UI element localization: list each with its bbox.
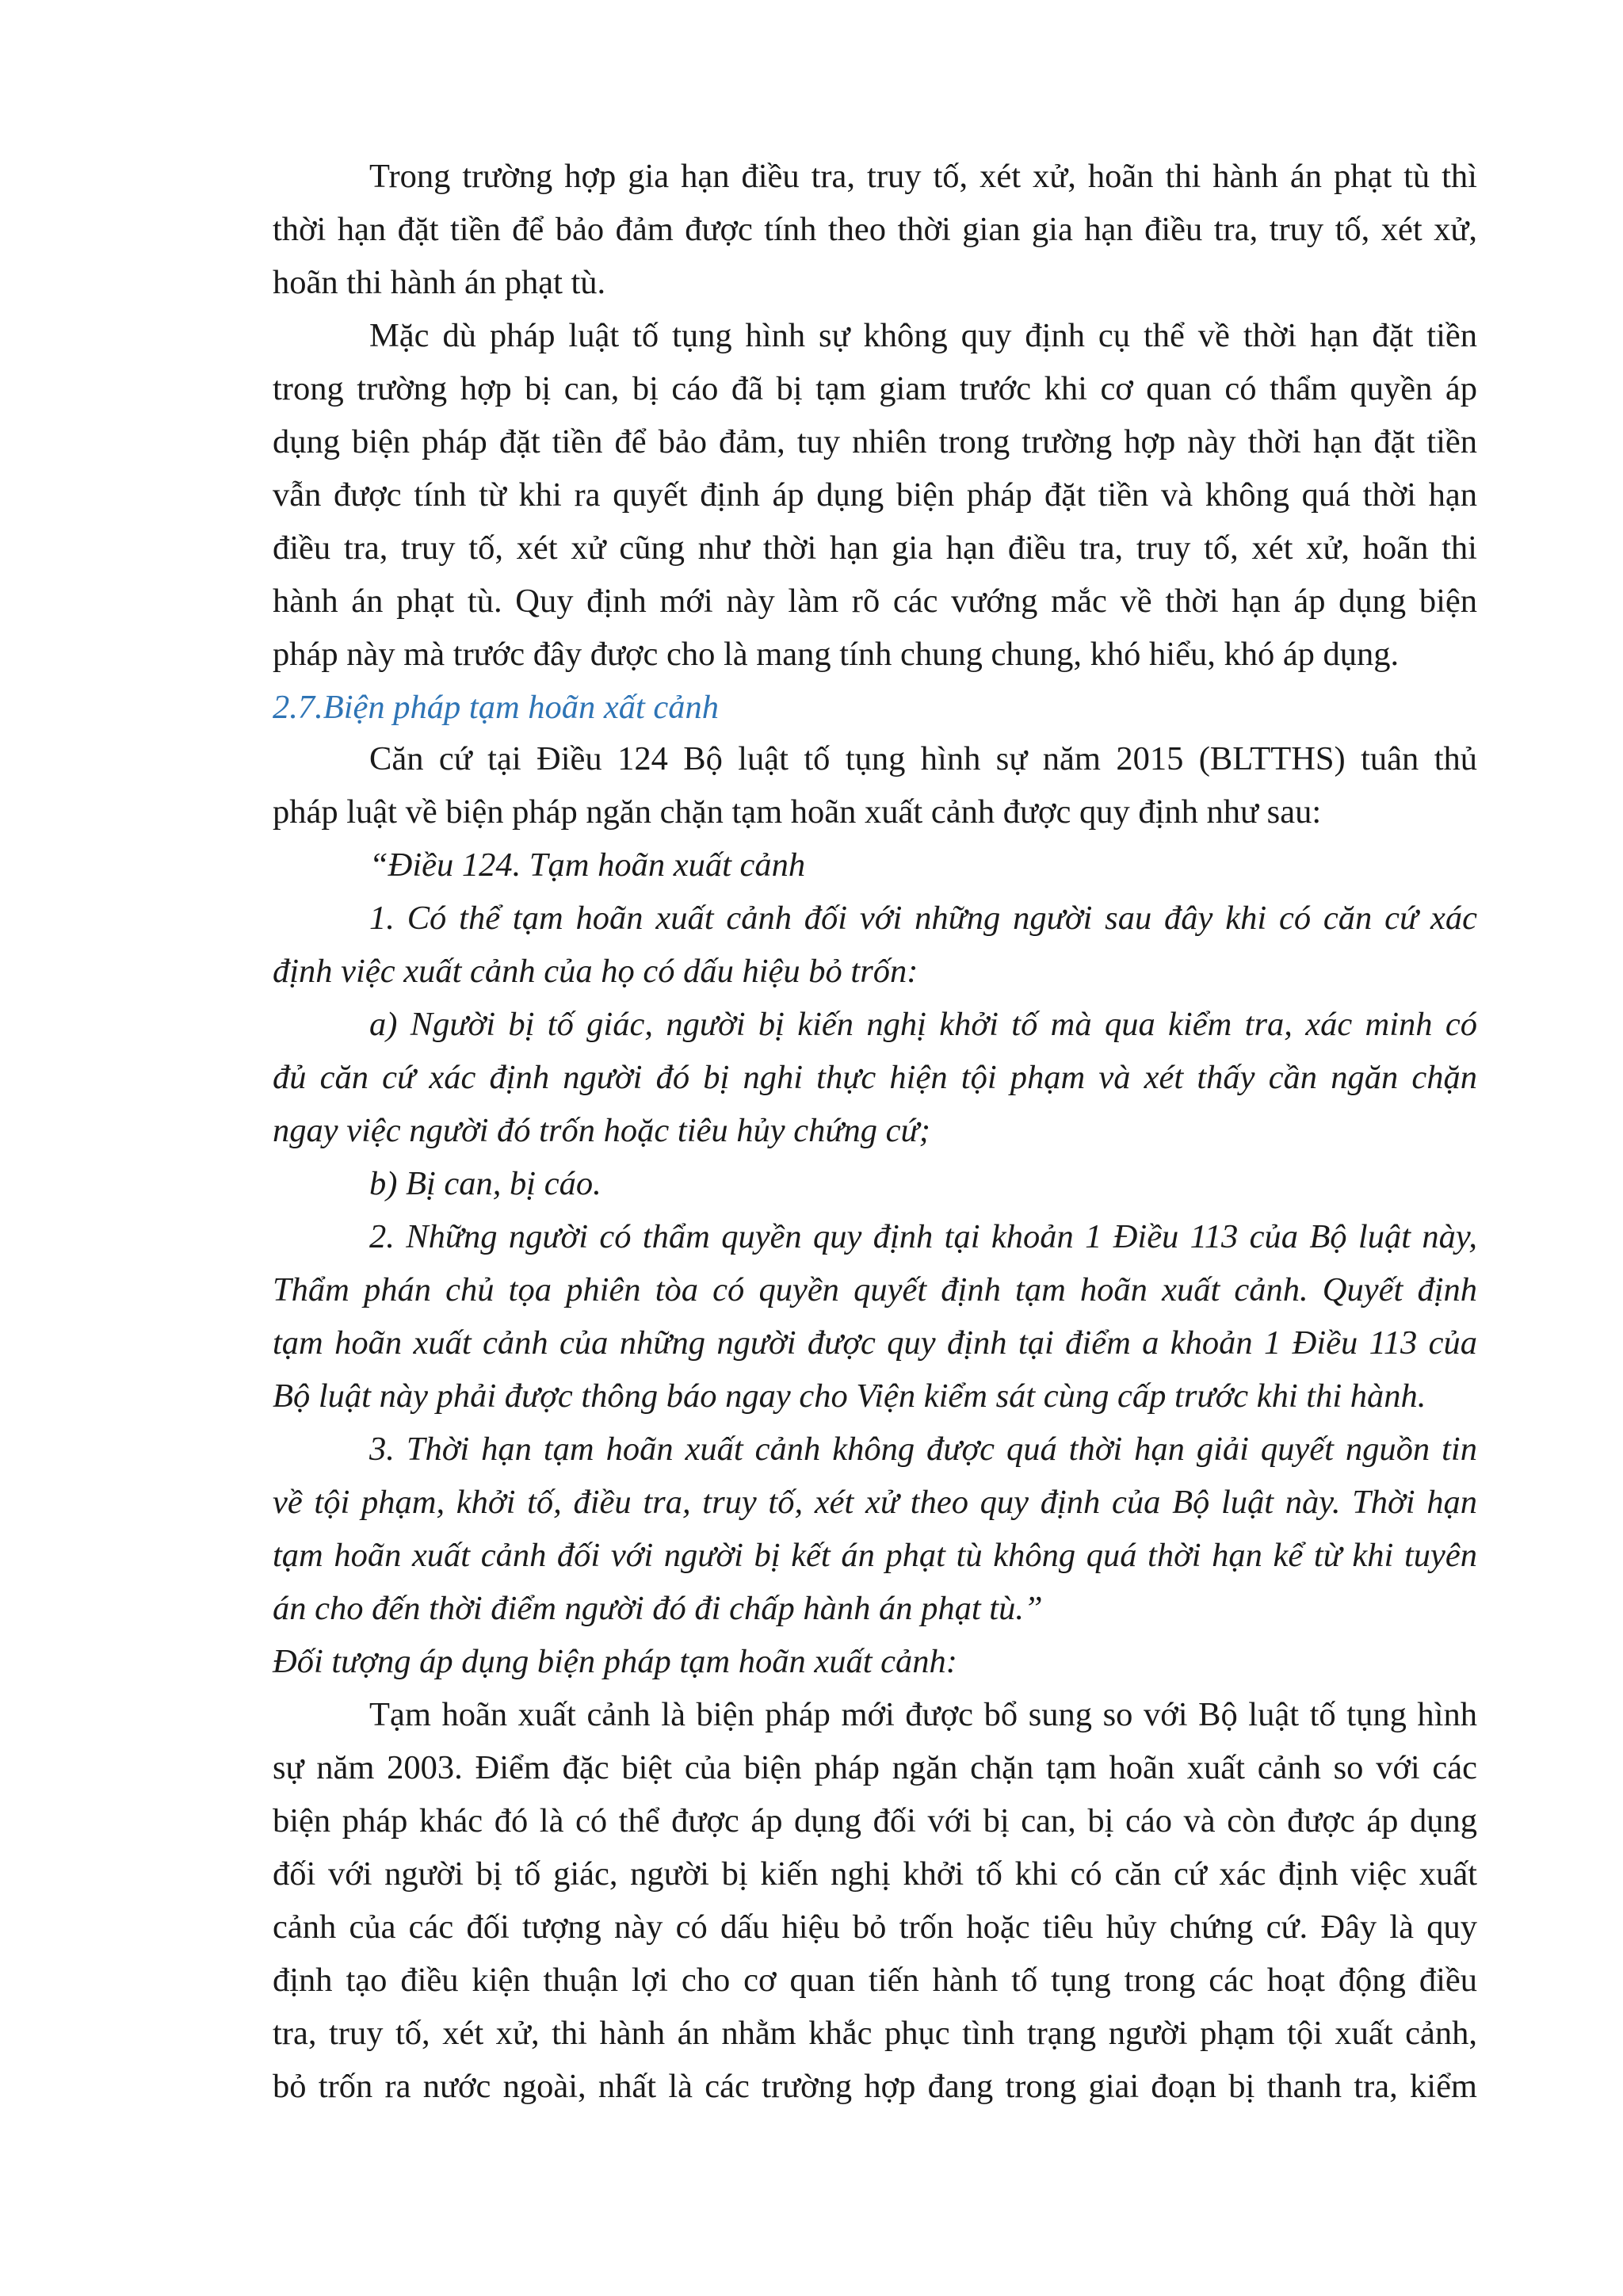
quote-clause-1a-line-3: ngay việc người đó trốn hoặc tiêu hủy chứng cứ; [273, 1112, 930, 1149]
paragraph-4-line-6: định tạo điều kiện thuận lợi cho cơ quan tiến hành tố tụng trong các hoạt động điều [273, 1962, 1477, 1999]
quote-clause-3-line-4: án cho đến thời điểm người đó đi chấp hành án phạt tù.” [273, 1590, 1043, 1627]
quote-clause-2-line-1: 2. Những người có thẩm quyền quy định tại khoản 1 Điều 113 của Bộ luật này, [369, 1218, 1477, 1255]
paragraph-4-line-8: bỏ trốn ra nước ngoài, nhất là các trường hợp đang trong giai đoạn bị thanh tra, kiểm [273, 2068, 1477, 2105]
quote-clause-1b: b) Bị can, bị cáo. [369, 1165, 601, 1202]
paragraph-1-line-3: hoãn thi hành án phạt tù. [273, 264, 606, 301]
paragraph-2-line-2: trong trường hợp bị can, bị cáo đã bị tạm giam trước khi cơ quan có thẩm quyền áp [273, 370, 1477, 407]
quote-title: “Điều 124. Tạm hoãn xuất cảnh [369, 846, 806, 884]
paragraph-2-line-1: Mặc dù pháp luật tố tụng hình sự không quy định cụ thể về thời hạn đặt tiền [369, 317, 1477, 354]
quote-clause-1a-line-2: đủ căn cứ xác định người đó bị nghi thực hiện tội phạm và xét thấy cần ngăn chặn [273, 1059, 1477, 1096]
quote-clause-1a-line-1: a) Người bị tố giác, người bị kiến nghị khởi tố mà qua kiểm tra, xác minh có [369, 1006, 1477, 1043]
paragraph-2-line-4: vẫn được tính từ khi ra quyết định áp dụng biện pháp đặt tiền và không quá thời hạn [273, 476, 1477, 514]
paragraph-3-line-2: pháp luật về biện pháp ngăn chặn tạm hoãn xuất cảnh được quy định như sau: [273, 793, 1322, 831]
paragraph-4-line-4: đối với người bị tố giác, người bị kiến nghị khởi tố khi có căn cứ xác định việc xuất [273, 1855, 1477, 1893]
paragraph-1-line-2: thời hạn đặt tiền để bảo đảm được tính theo thời gian gia hạn điều tra, truy tố, xét xử, [273, 211, 1477, 248]
paragraph-2-line-6: hành án phạt tù. Quy định mới này làm rõ các vướng mắc về thời hạn áp dụng biện [273, 583, 1477, 620]
quote-clause-2-line-4: Bộ luật này phải được thông báo ngay cho Viện kiểm sát cùng cấp trước khi thi hành. [273, 1377, 1426, 1415]
subheading: Đối tượng áp dụng biện pháp tạm hoãn xuất cảnh: [273, 1643, 957, 1680]
paragraph-3-line-1: Căn cứ tại Điều 124 Bộ luật tố tụng hình sự năm 2015 (BLTTHS) tuân thủ [369, 740, 1477, 777]
paragraph-2-line-3: dụng biện pháp đặt tiền để bảo đảm, tuy nhiên trong trường hợp này thời hạn đặt tiền [273, 423, 1477, 460]
quote-clause-3-line-1: 3. Thời hạn tạm hoãn xuất cảnh không được quá thời hạn giải quyết nguồn tin [369, 1431, 1477, 1468]
paragraph-4-line-3: biện pháp khác đó là có thể được áp dụng đối với bị can, bị cáo và còn được áp dụng [273, 1802, 1477, 1839]
paragraph-4-line-5: cảnh của các đối tượng này có dấu hiệu bỏ trốn hoặc tiêu hủy chứng cứ. Đây là quy [273, 1908, 1477, 1946]
quote-clause-2-line-2: Thẩm phán chủ tọa phiên tòa có quyền quyết định tạm hoãn xuất cảnh. Quyết định [273, 1271, 1477, 1308]
quote-clause-1-line-1: 1. Có thể tạm hoãn xuất cảnh đối với những người sau đây khi có căn cứ xác [369, 900, 1477, 937]
quote-clause-3-line-3: tạm hoãn xuất cảnh đối với người bị kết án phạt tù không quá thời hạn kể từ khi tuyên [273, 1537, 1477, 1574]
paragraph-4-line-7: tra, truy tố, xét xử, thi hành án nhằm khắc phục tình trạng người phạm tội xuất cảnh, [273, 2015, 1477, 2052]
paragraph-2-line-5: điều tra, truy tố, xét xử cũng như thời hạn gia hạn điều tra, truy tố, xét xử, hoãn thi [273, 529, 1477, 567]
quote-clause-1-line-2: định việc xuất cảnh của họ có dấu hiệu bỏ trốn: [273, 953, 918, 990]
paragraph-4-line-2: sự năm 2003. Điểm đặc biệt của biện pháp ngăn chặn tạm hoãn xuất cảnh so với các [273, 1749, 1477, 1786]
quote-clause-2-line-3: tạm hoãn xuất cảnh của những người được quy định tại điểm a khoản 1 Điều 113 của [273, 1324, 1477, 1362]
paragraph-4-line-1: Tạm hoãn xuất cảnh là biện pháp mới được bổ sung so với Bộ luật tố tụng hình [369, 1696, 1477, 1733]
section-heading: 2.7.Biện pháp tạm hoãn xất cảnh [273, 689, 720, 726]
quote-clause-3-line-2: về tội phạm, khởi tố, điều tra, truy tố, xét xử theo quy định của Bộ luật này. Thời hạn [273, 1484, 1477, 1521]
paragraph-2-line-7: pháp này mà trước đây được cho là mang tính chung chung, khó hiểu, khó áp dụng. [273, 636, 1400, 673]
paragraph-1-line-1: Trong trường hợp gia hạn điều tra, truy tố, xét xử, hoãn thi hành án phạt tù thì [369, 158, 1477, 195]
